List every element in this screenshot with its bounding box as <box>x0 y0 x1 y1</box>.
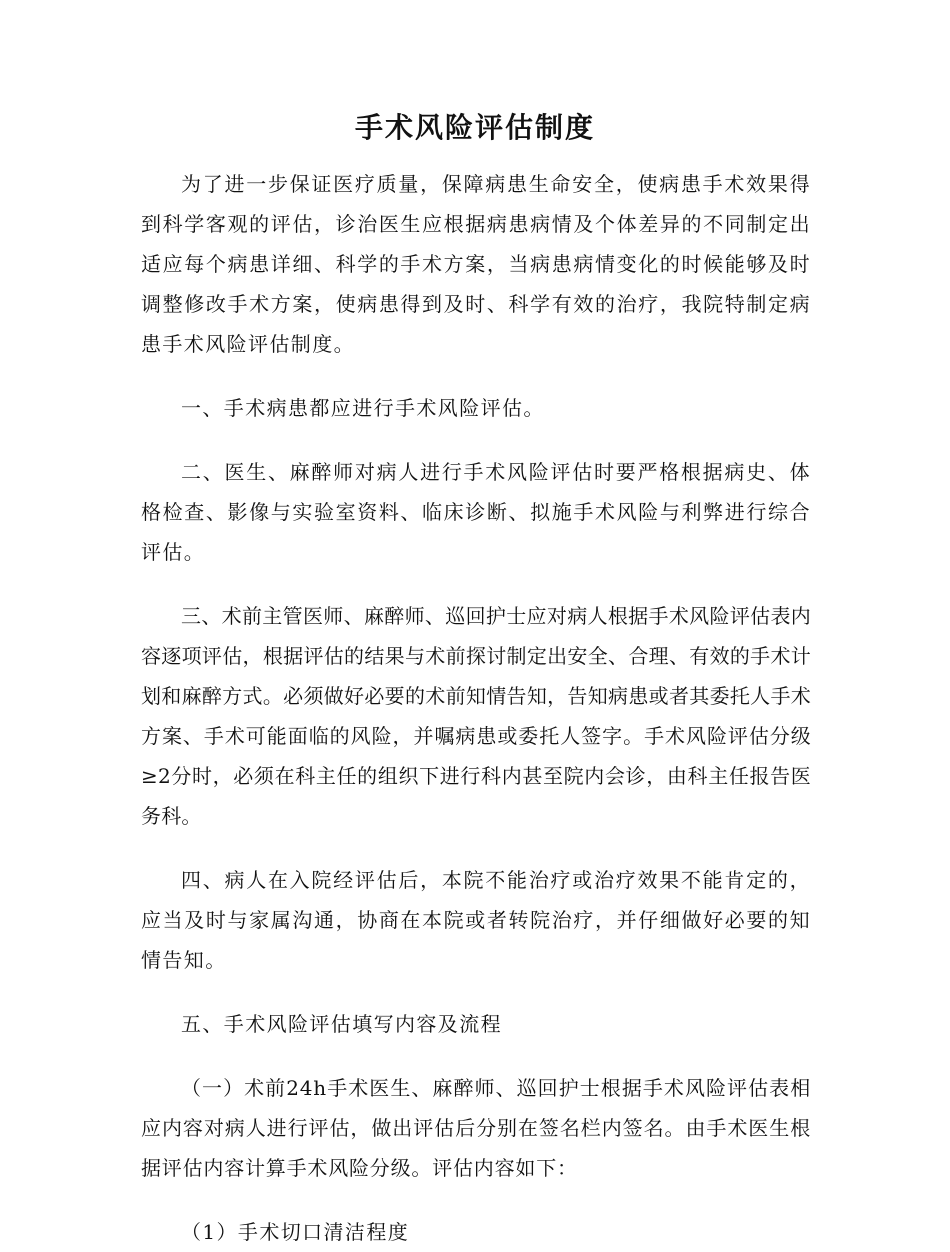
subclause-1-paragraph: （一）术前24h手术医生、麻醉师、巡回护士根据手术风险评估表相应内容对病人进行评估，做出评估后分别在签名栏内签名。由手术医生根据评估内容计算手术风险分级。评估内容如下： <box>141 1076 811 1180</box>
clause-3-paragraph: 三、术前主管医师、麻醉师、巡回护士应对病人根据手术风险评估表内容逐项评估，根据评估的结果与术前探讨制定出安全、合理、有效的手术计划和麻醉方式。必须做好必要的术前知情告知，告知病患或者其委托人手术方案、手术可能面临的风险，并嘱病患或委托人签字。手术风险评估分级≥2分时，必须在科主任的组织下进行科内甚至院内会诊，由科主任报告医务科。 <box>141 604 811 828</box>
clause-2-paragraph: 二、医生、麻醉师对病人进行手术风险评估时要严格根据病史、体格检查、影像与实验室资料、临床诊断、拟施手术风险与利弊进行综合评估。 <box>141 460 811 564</box>
clause-1-paragraph: 一、手术病患都应进行手术风险评估。 <box>181 396 545 420</box>
item-1-paragraph: （1）手术切口清洁程度 <box>181 1220 410 1244</box>
intro-paragraph: 为了进一步保证医疗质量，保障病患生命安全，使病患手术效果得到科学客观的评估，诊治医生应根据病患病情及个体差异的不同制定出适应每个病患详细、科学的手术方案，当病患病情变化的时候能够及时调整修改手术方案，使病患得到及时、科学有效的治疗，我院特制定病患手术风险评估制度。 <box>141 172 811 356</box>
document-body <box>141 164 811 1252</box>
document-title: 手术风险评估制度 <box>354 111 595 144</box>
clause-4-paragraph: 四、病人在入院经评估后，本院不能治疗或治疗效果不能肯定的，应当及时与家属沟通，协商在本院或者转院治疗，并仔细做好必要的知情告知。 <box>141 868 811 972</box>
clause-5-heading: 五、手术风险评估填写内容及流程 <box>181 1012 502 1036</box>
